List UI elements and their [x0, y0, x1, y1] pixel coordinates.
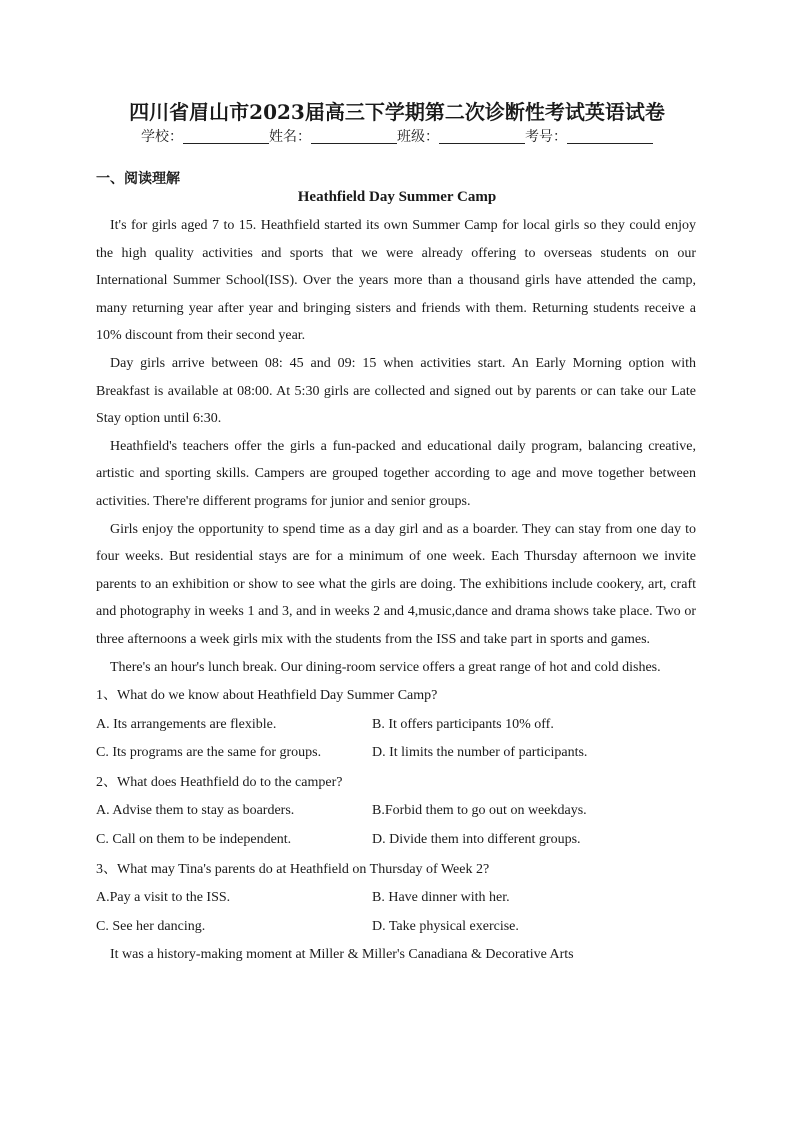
question-stem: 1、What do we know about Heathfield Day Summer Camp?	[96, 688, 438, 704]
option-d[interactable]: D. It limits the number of participants.	[372, 745, 588, 761]
exam-number-label: 考号：	[525, 129, 567, 145]
name-blank[interactable]	[311, 129, 397, 144]
option-d[interactable]: D. Take physical exercise.	[372, 918, 519, 934]
question-2	[96, 769, 696, 855]
student-info-line	[0, 126, 794, 146]
section-heading: 一、阅读理解	[96, 171, 180, 187]
exam-number-field	[525, 129, 653, 145]
class-field	[397, 129, 525, 145]
option-row	[96, 913, 696, 942]
paragraph: Day girls arrive between 08: 45 and 09: 15 when activities start. An Early Morning option with Breakfast is available at 08:00. At 5:30 girls are collected and signed out by parents or can take our Late Stay option until 6:30.	[96, 355, 696, 427]
paragraph: Heathfield's teachers offer the girls a fun-packed and educational daily program, balancing creative, artistic and sporting skills. Campers are grouped together according to age and move together between activities. There're different programs for junior and senior groups.	[96, 438, 696, 509]
option-a[interactable]: A. Advise them to stay as boarders.	[96, 803, 295, 819]
option-row	[96, 711, 696, 740]
option-row	[96, 826, 696, 855]
question-3	[96, 856, 696, 942]
class-label: 班级：	[397, 129, 439, 145]
option-c[interactable]: C. Its programs are the same for groups.	[96, 745, 322, 761]
class-blank[interactable]	[439, 129, 525, 144]
school-blank[interactable]	[183, 129, 269, 144]
paragraph: There's an hour's lunch break. Our dining-room service offers a great range of hot and cold dishes.	[110, 659, 661, 675]
article-title: Heathfield Day Summer Camp	[297, 189, 497, 205]
option-a[interactable]: A. Its arrangements are flexible.	[96, 716, 277, 732]
option-row	[96, 884, 696, 913]
next-passage-start: It was a history-making moment at Miller & Miller's Canadiana & Decorative Arts	[110, 947, 574, 963]
option-row	[96, 797, 696, 826]
option-b[interactable]: B. Have dinner with her.	[372, 890, 510, 906]
option-b[interactable]: B.Forbid them to go out on weekdays.	[372, 803, 587, 819]
question-stem: 3、What may Tina's parents do at Heathfield on Thursday of Week 2?	[96, 861, 490, 877]
option-c[interactable]: C. See her dancing.	[96, 918, 206, 934]
name-label: 姓名：	[269, 129, 311, 145]
paragraph: Girls enjoy the opportunity to spend time as a day girl and as a boarder. They can stay from one day to four weeks. But residential stays are for a minimum of one week. Each Thursday afternoon we invite parents to an exhibition or show to see what the girls are doing. The exhibitions include cookery, art, craft and photography in weeks 1 and 3, and in weeks 2 and 4,music,dance and drama shows take place. Two or three afternoons a week girls mix with the students from the ISS and take part in sports and games.	[96, 521, 696, 647]
name-field	[269, 129, 397, 145]
question-1	[96, 682, 696, 768]
option-b[interactable]: B. It offers participants 10% off.	[372, 716, 554, 732]
school-field	[141, 129, 269, 145]
option-row	[96, 739, 696, 768]
school-label: 学校：	[141, 129, 183, 145]
option-c[interactable]: C. Call on them to be independent.	[96, 832, 292, 848]
question-stem: 2、What does Heathfield do to the camper?	[96, 774, 343, 790]
exam-title: 四川省眉山市2023届高三下学期第二次诊断性考试英语试卷	[129, 100, 665, 124]
article-body	[96, 212, 696, 969]
option-d[interactable]: D. Divide them into different groups.	[372, 832, 581, 848]
exam-number-blank[interactable]	[567, 129, 653, 144]
option-a[interactable]: A.Pay a visit to the ISS.	[96, 890, 231, 906]
paragraph: It's for girls aged 7 to 15. Heathfield started its own Summer Camp for local girls so they could enjoy the high quality activities and sports that we were already offering to overseas students on our International Summer School(ISS). Over the years more than a thousand girls have attended the camp, many returning year after year and bringing sisters and friends with them. Returning students receive a 10% discount from their second year.	[96, 218, 696, 344]
